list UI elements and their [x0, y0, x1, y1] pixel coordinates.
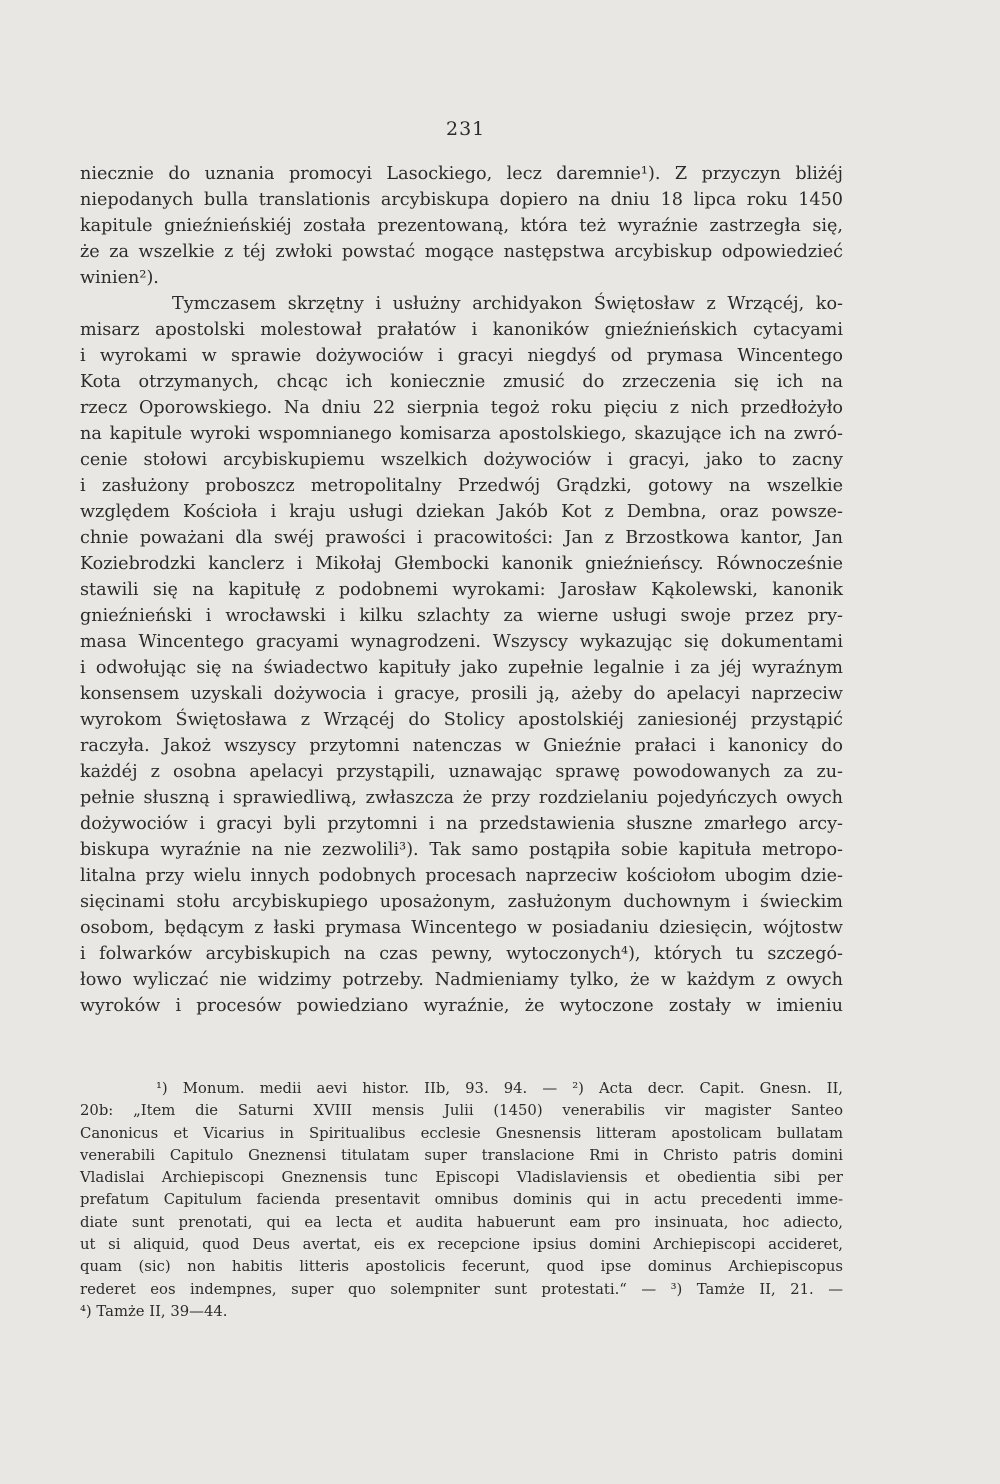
footnote-line: ⁴) Tamże II, 39—44. [80, 1302, 228, 1320]
body-line: cenie stołowi arcybiskupiemu wszelkich dożywociów i gracyi, jako to zacny [80, 450, 843, 470]
body-line: kapitule gnieźnieńskiéj została prezentowaną, która też wyraźnie zastrzegła się, [80, 216, 843, 236]
footnote-line: ut si aliquid, quod Deus avertat, eis ex recepcione ipsius domini Archiepiscopi accideret, [80, 1236, 843, 1254]
footnote-line: venerabili Capitulo Gneznensi titulatam super translacione Rmi in Christo patris domini [80, 1146, 843, 1164]
body-line: konsensem uzyskali dożywocia i gracye, prosili ją, ażeby do apelacyi naprzeciw [80, 684, 843, 704]
body-line: gnieźnieński i wrocławski i kilku szlachty za wierne usługi swoje przez pry- [80, 606, 843, 626]
footnote-line: rederet eos indempnes, super quo solempniter sunt protestati.“ — ³) Tamże II, 21. — [80, 1280, 843, 1298]
body-line: osobom, będącym z łaski prymasa Wincentego w posiadaniu dziesięcin, wójtostw [80, 918, 843, 938]
footnote-line: quam (sic) non habitis litteris apostolicis fecerunt, quod ipse dominus Archiepiscopus [80, 1258, 843, 1276]
body-line: misarz apostolski molestował prałatów i kanoników gnieźnieńskich cytacyami [80, 320, 843, 340]
body-line: biskupa wyraźnie na nie zezwolili³). Tak samo postąpiła sobie kapituła metropo- [80, 840, 843, 860]
footnote-line: Vladislai Archiepiscopi Gneznensis tunc Episcopi Vladislaviensis et obedientia sibi per [80, 1169, 843, 1187]
body-line: i zasłużony proboszcz metropolitalny Przedwój Grądzki, gotowy na wszelkie [80, 476, 843, 496]
body-line: niepodanych bulla translationis arcybiskupa dopiero na dniu 18 lipca roku 1450 [80, 190, 843, 210]
body-line: wyrokom Świętosława z Wrzącéj do Stolicy apostolskiéj zaniesionéj przystąpić [80, 710, 843, 730]
paragraph-first-line: Tymczasem skrzętny i usłużny archidyakon Świętosław z Wrzącéj, ko- [172, 294, 843, 314]
footnote-line: Canonicus et Vicarius in Spiritualibus ecclesie Gnesnensis litteram apostolicam bullatam [80, 1124, 843, 1142]
body-line: względem Kościoła i kraju usługi dziekan Jakób Kot z Dembna, oraz powsze- [80, 502, 843, 522]
body-line: i wyrokami w sprawie dożywociów i gracyi niegdyś od prymasa Wincentego [80, 346, 843, 366]
body-line: wyroków i procesów powiedziano wyraźnie, że wytoczone zostały w imieniu [80, 996, 843, 1016]
footnote-line: prefatum Capitulum facienda presentavit omnibus dominis qui in actu precedenti imme- [80, 1191, 843, 1209]
page-number: 231 [446, 118, 486, 140]
body-line: rzecz Oporowskiego. Na dniu 22 sierpnia tegoż roku pięciu z nich przedłożyło [80, 398, 843, 418]
body-line: niecznie do uznania promocyi Lasockiego, lecz daremnie¹). Z przyczyn bliżéj [80, 164, 843, 184]
body-line: Kota otrzymanych, chcąc ich koniecznie zmusić do zrzeczenia się ich na [80, 372, 843, 392]
body-line: sięcinami stołu arcybiskupiego uposażonym, zasłużonym duchownym i świeckim [80, 892, 843, 912]
body-line: raczyła. Jakoż wszyscy przytomni natenczas w Gnieźnie prałaci i kanonicy do [80, 736, 843, 756]
body-line: na kapitule wyroki wspomnianego komisarza apostolskiego, skazujące ich na zwró- [80, 424, 843, 444]
main-text [80, 161, 843, 1019]
body-line: winien²). [80, 268, 159, 288]
footnote-line: 20b: „Item die Saturni XVIII mensis Julii (1450) venerabilis vir magister Santeo [80, 1102, 843, 1120]
body-line: i folwarków arcybiskupich na czas pewny, wytoczonych⁴), których tu szczegó- [80, 944, 843, 964]
footnote-line: diate sunt prenotati, qui ea lecta et audita habuerunt eam pro insinuata, hoc adiecto, [80, 1213, 843, 1231]
body-line: łowo wyliczać nie widzimy potrzeby. Nadmieniamy tylko, że w każdym z owych [80, 970, 843, 990]
body-line: pełnie słuszną i sprawiedliwą, zwłaszcza że przy rozdzielaniu pojedyńczych owych [80, 788, 843, 808]
body-line: Koziebrodzki kanclerz i Mikołaj Głembocki kanonik gnieźnieńscy. Równocześnie [80, 554, 843, 574]
body-line: masa Wincentego gracyami wynagrodzeni. Wszyscy wykazując się dokumentami [80, 632, 843, 652]
body-line: stawili się na kapitułę z podobnemi wyrokami: Jarosław Kąkolewski, kanonik [80, 580, 843, 600]
body-line: i odwołując się na świadectwo kapituły jako zupełnie legalnie i za jéj wyraźnym [80, 658, 843, 678]
body-line: każdéj z osobna apelacyi przystąpili, uznawając sprawę powodowanych za zu- [80, 762, 843, 782]
body-line: litalna przy wielu innych podobnych procesach naprzeciw kościołom ubogim dzie- [80, 866, 843, 886]
footnotes [80, 1078, 843, 1323]
body-line: chnie poważani dla swéj prawości i pracowitości: Jan z Brzostkowa kantor, Jan [80, 528, 843, 548]
body-line: że za wszelkie z téj zwłoki powstać mogące następstwa arcybiskup odpowiedzieć [80, 242, 843, 262]
footnote-line: ¹) Monum. medii aevi histor. IIb, 93. 94. — ²) Acta decr. Capit. Gnesn. II, [156, 1080, 843, 1097]
body-line: dożywociów i gracyi byli przytomni i na przedstawienia słuszne zmarłego arcy- [80, 814, 843, 834]
